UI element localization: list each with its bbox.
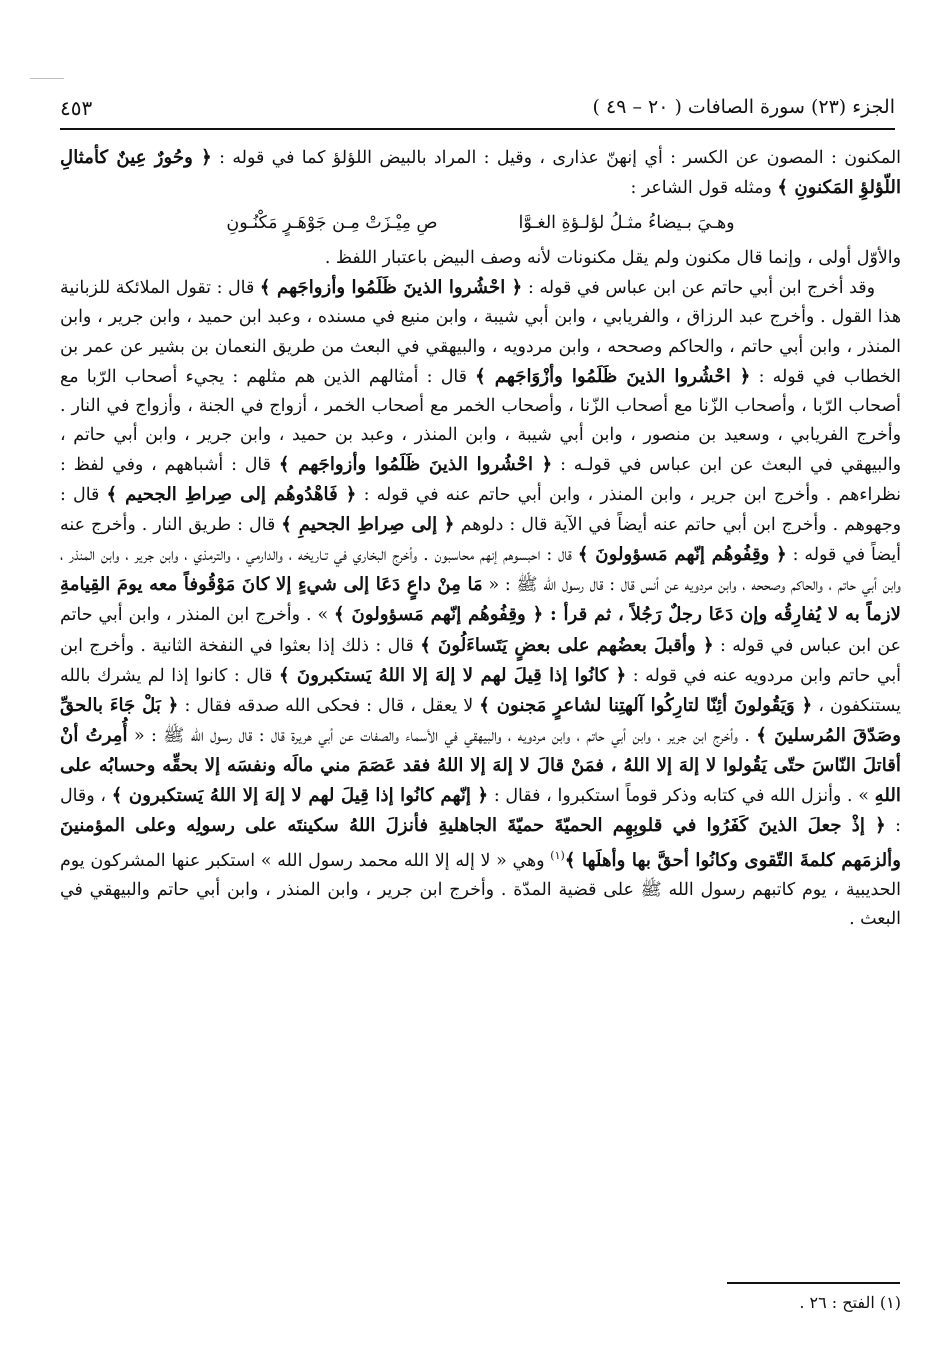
header-title: الجزء (٢٣) سورة الصافات ( ٢٠ – ٤٩ ) (592, 96, 895, 118)
body-text: وهي « لا إله إلا الله محمد رسول الله » استكبر عنها المشركون يوم الحديبية ، يوم كاتبهم رسول الله ﷺ على قضية المدّة . وأخرج ابن جرير ، وابن المنذر ، وابن أبي حاتم والبيهقي في البعث . (60, 850, 901, 930)
body-text: قال : احبسوهم إنهم محاسبون . وأخرج البخاري في تـاريخه ، والدارمي ، والترمذي ، وابن جرير ، وابن المنذر ، وابن أبي حاتم ، والحاكم وصححه ، وابن مردويه عن أنس قال : قال رسول الله ﷺ : « (60, 545, 901, 596)
verse-first-hemistich: وهـيَ بـيضاءُ مثـلُ لؤلـؤةِ الغـوَّا (518, 213, 735, 234)
body-text: قال : وجهوهم . وأخرج ابن أبي حاتم عنه أيضاً في الآية قال : دلوهم (60, 485, 901, 536)
quoted-text: ﴿ احْشُروا الذينَ ظَلَمُوا وأزْوَاجَهم ﴾ (475, 365, 751, 387)
verse-second-hemistich: صِ مِيْـزَتْ مِـن جَوْهَـرٍ مَكْنُـونِ (226, 213, 438, 234)
body-text: قال : أمثالهم الذين هم مثلهم : يجيء أصحاب الرّبا مع أصحاب الرّبا ، وأصحاب الزّنا مع أصحاب الزّنا ، وأصحاب الخمر مع أصحاب الخمر ، أزواج في الجنة ، وأزواج في النار . وأخرج الفريابي ، وسعيد بن منصور ، وابن أبي شيبة ، وابن المنذر ، وعبد بن حميد ، وابن جرير ، وابن أبي حاتم ، والبيهقي في البعث عن ابن عباس في قولـه : (60, 366, 901, 475)
page-number: ٤٥٣ (60, 96, 93, 120)
body-text: لا يعقل ، قال : فحكى الله صدقه فقال : (178, 695, 480, 716)
body-text: » . وأخرج ابن المنذر ، وابن أبي حاتم عن ابن عباس في قوله : (60, 605, 901, 656)
quoted-text: ﴿ إذْ جعلَ الذينَ كَفَرُوا في قلوبِهِم الحميّةَ حميّةَ الجاهليةِ فأنزلَ اللهُ سكينتَه على رسولِه وعلى المؤمنينَ وألزمَهم كلمةَ التّقوى وكانُوا أحقَّ بها وأهلَها ﴾ (60, 815, 901, 871)
body-text: . وأخرج ابن جرير ، وابن أبي حاتم ، وابن مردويه ، والبيهقي في الأسماء والصفات عن أبي هريرة قال : قال رسول الله ﷺ : « (127, 725, 757, 746)
body-text: قال : تقول الملائكة للزبانية هذا القول . وأخرج عبد الرزاق ، والفريابي ، وابن أبي شيبة ، وابن منيع في مسنده ، وعبد ابن حميد ، وابن جرير ، وابن المنذر ، وابن أبي حاتم ، والحاكم وصححه ، وابن مردويه ، والبيهقي في البعث من طريق النعمان بن بشير عن عمر بن الخطاب في قوله : (60, 278, 901, 387)
quoted-text: مَا مِنْ داعٍ دَعَا إلى شيءٍ إلا كانَ مَوْقُوفاً معه يومَ القِيامةِ لازماً به لا يُفارِقُه وإن دَعَا رجلٌ رَجُلاً ، ثم قرأ : ﴿ وقِفُوهُم إنّهم مَسؤولونَ ﴾ (60, 574, 901, 626)
body-text: قال : ذلك إذا بعثوا في النفخة الثانية . وأخرج ابن أبي حاتم وابن مردويه عنه في قوله : (60, 635, 901, 686)
quoted-text: ﴿ وَيَقُولونَ أئِنّا لتارِكُوا آلهتِنا لشاعرٍ مَجنون ﴾ (479, 694, 813, 716)
body-text: قال : كانوا إذا لم يشرك بالله يستنكفون ، (60, 665, 901, 716)
paragraph (60, 273, 901, 934)
footnote-rule (727, 1282, 900, 1284)
quoted-text: ﴿ وحُورٌ عِينٌ كأمثالِ اللّؤلؤِ المَكنونِ ﴾ (60, 147, 901, 199)
quoted-text: ﴿ إنّهم كانُوا إذا قِيلَ لهم لا إلهَ إلا اللهُ يَستكبرون ﴾ (111, 784, 489, 806)
quoted-text: ﴿ بَلْ جَاءَ بالحقِّ وصَدّقَ المُرسلينَ ﴾ (60, 694, 901, 746)
body-text: ، وقال : (60, 785, 901, 837)
quoted-text: أُمِرتُ أنْ أقاتلَ النّاسَ حتّى يَقُولوا لا إلهَ إلا اللهُ ، فمَنْ قالَ لا إلهَ إلا اللهُ فقد عَصَمَ مني مالَه ونفسَه إلا بحقِّه وحسابُه على اللهِ (60, 724, 901, 806)
paragraph (60, 143, 901, 203)
quoted-text: ﴿ إلى صِراطِ الجحيمِ ﴾ (281, 514, 455, 536)
paragraph-group-2 (60, 244, 901, 934)
quoted-text: ﴿ وأقبلَ بعضُهم على بعضٍ يَتَساءَلُونَ ﴾ (420, 634, 714, 656)
quoted-text: ﴿ احْشُروا الذينَ ظَلَمُوا وأزواجَهم ﴾ (278, 453, 553, 475)
body-text: المكنون : المصون عن الكسر : أي إنهنّ عذارى ، وقيل : المراد بالبيض اللؤلؤ كما في قوله : (211, 148, 901, 168)
header-rule (60, 128, 895, 130)
quoted-text: ﴿ احْشُروا الذينَ ظَلَمُوا وأزواجَهم ﴾ (259, 277, 523, 299)
body-text: والأوّل أولى ، وإنما قال مكنون ولم يقل مكنونات لأنه وصف البيض باعتبار اللفظ . (324, 248, 901, 269)
footnote: (١) الفتح : ٢٦ . (799, 1293, 901, 1312)
body-text: قال : طريق النار . وأخرج عنه أيضاً في قوله : (60, 515, 901, 566)
quoted-text: ﴿ فَاهْدُوهُم إلى صِراطِ الجحيم ﴾ (106, 484, 357, 506)
body-text: » . وأنزل الله في كتابه وذكر قوماً استكبروا ، فقال : (488, 785, 875, 806)
body-text: قال : أشباههم ، وفي لفظ : نظراءهم . وأخرج ابن جرير ، وابن المنذر ، وابن أبي حاتم عنه في قوله : (60, 454, 901, 506)
body-text: ومثله قول الشاعر : (630, 178, 778, 199)
quoted-text: ﴿ كانُوا إذا قِيلَ لهم لا إلهَ إلا اللهُ يَستكبرونَ ﴾ (278, 664, 627, 686)
main-text (60, 143, 901, 934)
scan-edge-mark (30, 78, 64, 79)
footnote-marker: (١) (550, 849, 565, 863)
poetry-verse (60, 209, 901, 238)
body-text: وقد أخرج ابن أبي حاتم عن ابن عباس في قوله : (522, 278, 876, 299)
quoted-text: ﴿ وقِفُوهُم إنّهم مَسؤولونَ ﴾ (577, 544, 787, 566)
paragraph (60, 244, 901, 273)
paragraph-group-1 (60, 143, 901, 203)
running-header (60, 90, 895, 130)
